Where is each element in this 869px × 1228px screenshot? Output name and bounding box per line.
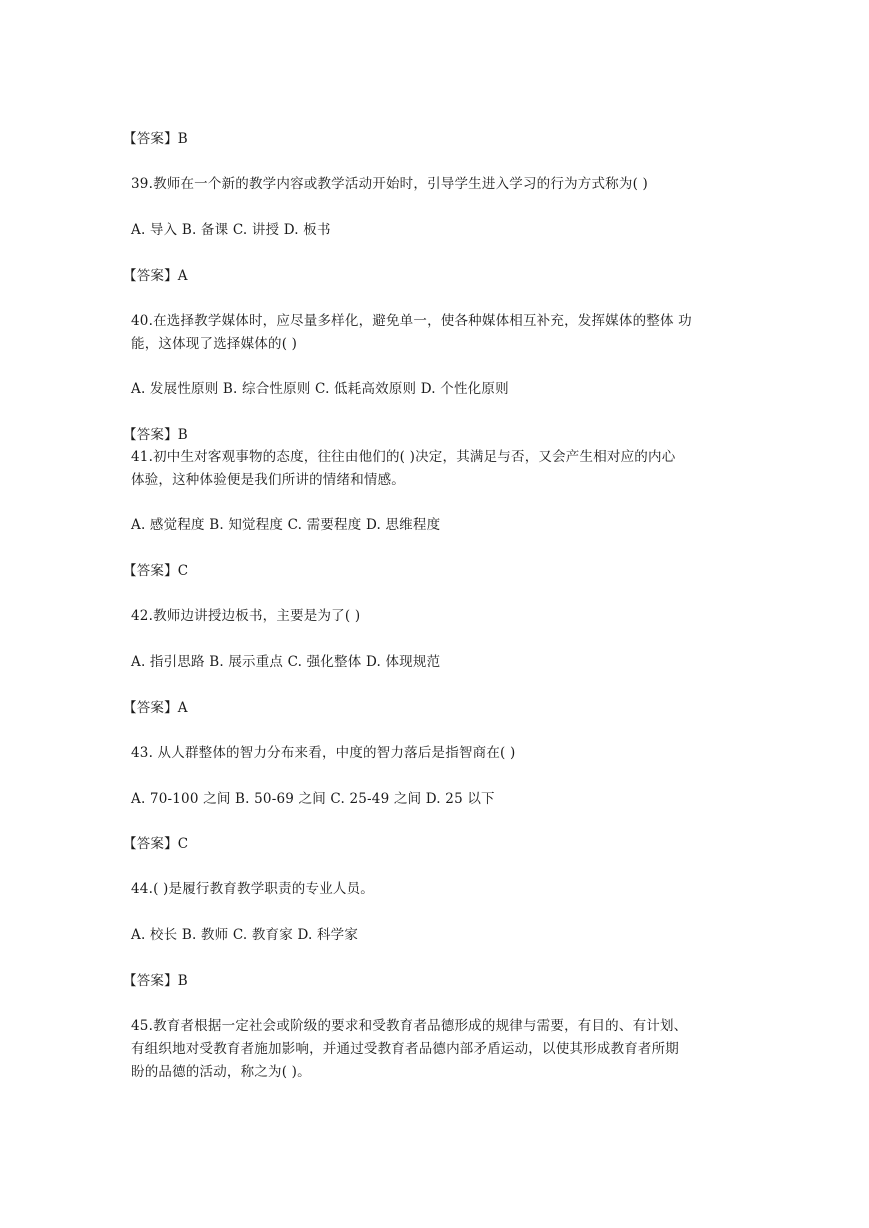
question-43-stem: 43. 从人群整体的智力分布来看，中度的智力落后是指智商在( )	[131, 745, 516, 761]
question-41-stem-line1: 41.初中生对客观事物的态度，往往由他们的( )决定，其满足与否，又会产生相对应的内心	[131, 449, 676, 465]
question-39-stem: 39.教师在一个新的教学内容或教学活动开始时，引导学生进入学习的行为方式称为( )	[131, 176, 648, 192]
question-42-stem: 42.教师边讲授边板书，主要是为了( )	[131, 608, 361, 624]
question-39-options: A. 导入 B. 备课 C. 讲授 D. 板书	[131, 222, 331, 238]
answer-39: 【答案】A	[123, 268, 188, 284]
question-44-stem: 44.( )是履行教育教学职责的专业人员。	[131, 881, 374, 897]
question-40-stem-line2: 能，这体现了选择媒体的( )	[131, 336, 298, 352]
question-45-stem-line2: 有组织地对受教育者施加影响，并通过受教育者品德内部矛盾运动，以使其形成教育者所期	[131, 1041, 679, 1057]
answer-43: 【答案】C	[123, 836, 189, 852]
answer-42: 【答案】A	[123, 700, 188, 716]
question-45-stem-line3: 盼的品德的活动，称之为( )。	[131, 1064, 311, 1080]
answer-44: 【答案】B	[123, 973, 188, 989]
answer-41: 【答案】C	[123, 563, 189, 579]
answer-40: 【答案】B	[123, 427, 188, 443]
question-42-options: A. 指引思路 B. 展示重点 C. 强化整体 D. 体现规范	[131, 654, 441, 670]
question-41-options: A. 感觉程度 B. 知觉程度 C. 需要程度 D. 思维程度	[131, 517, 441, 533]
answer-38: 【答案】B	[123, 131, 188, 147]
question-40-options: A. 发展性原则 B. 综合性原则 C. 低耗高效原则 D. 个性化原则	[131, 381, 509, 397]
question-40-stem-line1: 40.在选择教学媒体时，应尽量多样化，避免单一，使各种媒体相互补充，发挥媒体的整体 功	[131, 313, 692, 329]
question-44-options: A. 校长 B. 教师 C. 教育家 D. 科学家	[131, 927, 359, 943]
question-45-stem-line1: 45.教育者根据一定社会或阶级的要求和受教育者品德形成的规律与需要，有目的、有计划、	[131, 1018, 688, 1034]
question-43-options: A. 70-100 之间 B. 50-69 之间 C. 25-49 之间 D. 25 以下	[131, 791, 495, 807]
question-41-stem-line2: 体验，这种体验便是我们所讲的情绪和情感。	[131, 472, 405, 488]
